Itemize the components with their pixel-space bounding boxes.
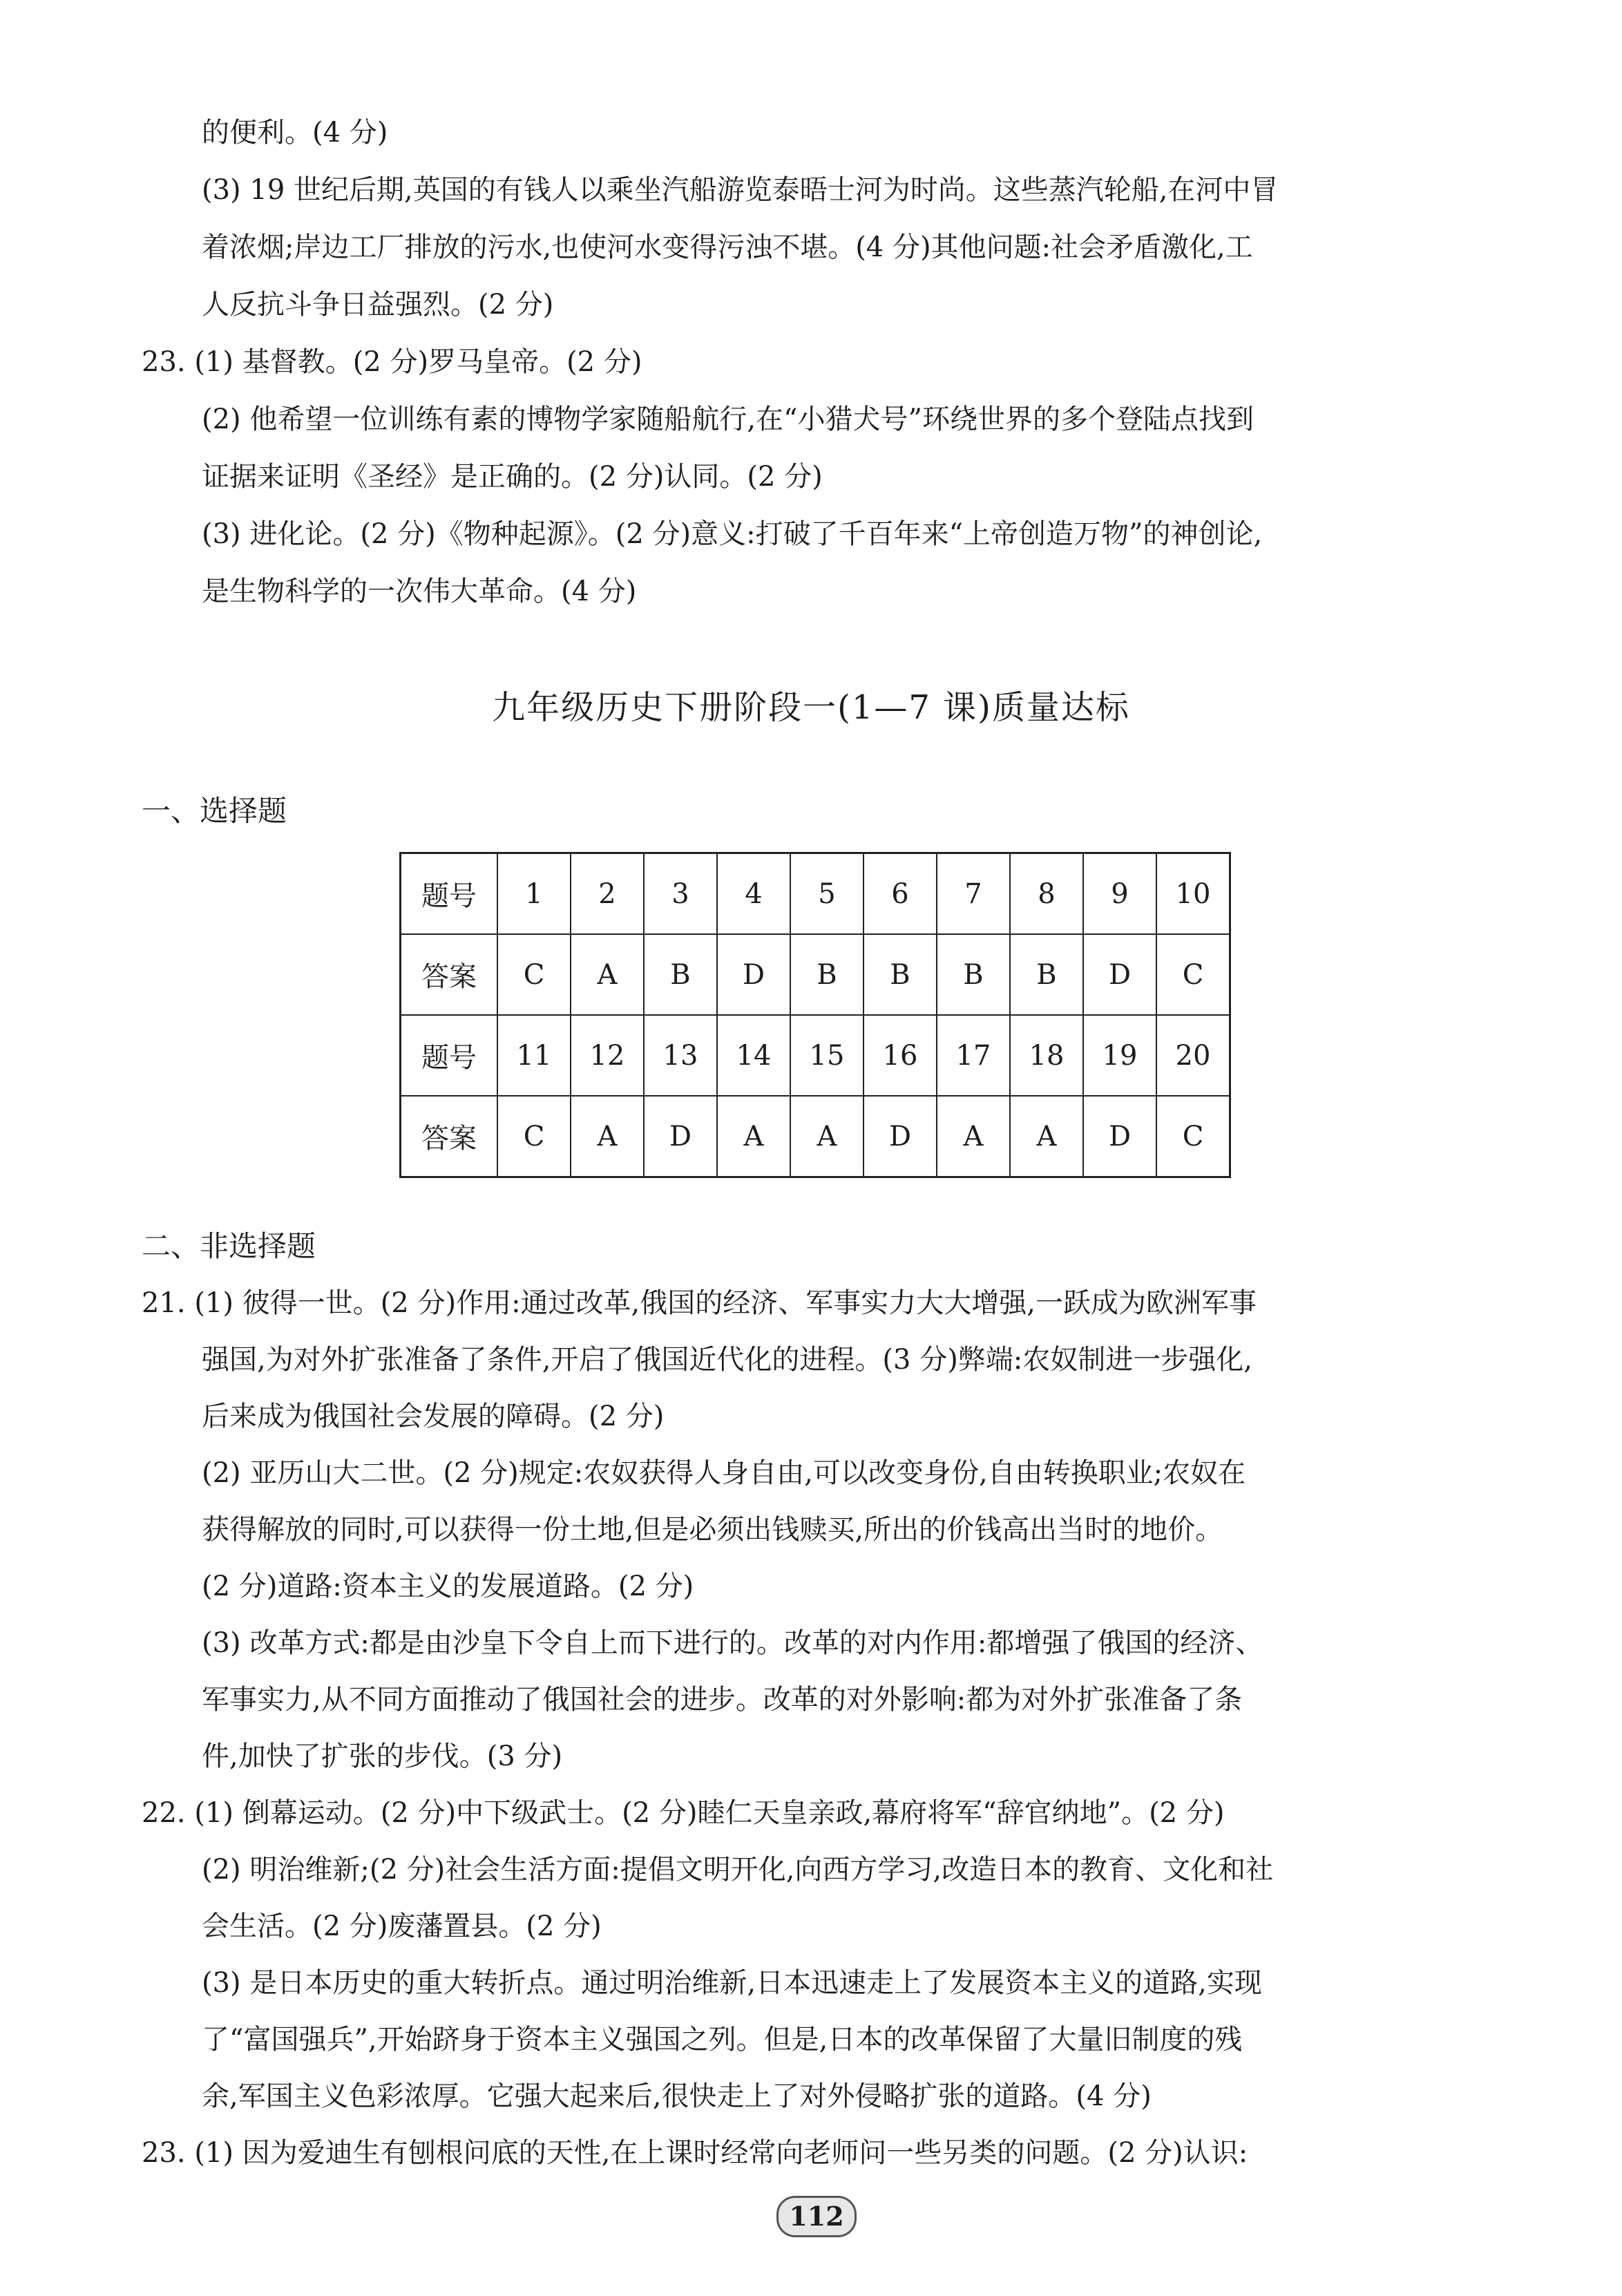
- text-line: (2) 他希望一位训练有素的博物学家随船航行,在“小猎犬号”环绕世界的多个登陆点找到: [202, 404, 1254, 435]
- table-cell: 6: [864, 853, 937, 935]
- page-title: 九年级历史下册阶段一(1—7 课)质量达标: [492, 688, 1130, 727]
- table-cell: 18: [1010, 1015, 1083, 1096]
- table-cell: D: [1083, 1096, 1156, 1177]
- row-header-cell: 答案: [401, 1096, 498, 1177]
- row-header-cell: 题号: [401, 853, 498, 935]
- text-line: (3) 进化论。(2 分)《物种起源》。(2 分)意义:打破了千百年来“上帝创造万物”的神创论,: [202, 518, 1263, 550]
- table-cell: 16: [864, 1015, 937, 1096]
- text-line: 获得解放的同时,可以获得一份土地,但是必须出钱赎买,所出的价钱高出当时的地价。: [202, 1514, 1223, 1546]
- table-row: [401, 1015, 1230, 1096]
- table-row: [401, 853, 1230, 935]
- table-cell: A: [1010, 1096, 1083, 1177]
- table-cell: 20: [1156, 1015, 1230, 1096]
- text-line: 强国,为对外扩张准备了条件,开启了俄国近代化的进程。(3 分)弊端:农奴制进一步强化,: [202, 1344, 1252, 1376]
- table-cell: 11: [497, 1015, 571, 1096]
- table-cell: 17: [937, 1015, 1010, 1096]
- text-line: 21. (1) 彼得一世。(2 分)作用:通过改革,俄国的经济、军事实力大大增强,一跃成为欧洲军事: [142, 1287, 1257, 1319]
- table-cell: D: [644, 1096, 717, 1177]
- table-cell: A: [571, 934, 644, 1015]
- text-line: 了“富国强兵”,开始跻身于资本主义强国之列。但是,日本的改革保留了大量旧制度的残: [202, 2024, 1243, 2056]
- table-cell: C: [497, 934, 571, 1015]
- table-cell: 8: [1010, 853, 1083, 935]
- table-cell: 3: [644, 853, 717, 935]
- table-cell: B: [937, 934, 1010, 1015]
- row-header-cell: 答案: [401, 934, 498, 1015]
- table-row: [401, 1096, 1230, 1177]
- table-cell: D: [1083, 934, 1156, 1015]
- table-cell: B: [864, 934, 937, 1015]
- table-cell: 13: [644, 1015, 717, 1096]
- table-cell: 10: [1156, 853, 1230, 935]
- text-line: 人反抗斗争日益强烈。(2 分): [202, 289, 554, 321]
- table-cell: B: [790, 934, 864, 1015]
- text-line: 23. (1) 基督教。(2 分)罗马皇帝。(2 分): [142, 346, 642, 378]
- table-cell: C: [1156, 1096, 1230, 1177]
- table-cell: 7: [937, 853, 1010, 935]
- section-heading-nonchoice: 二、非选择题: [142, 1229, 316, 1263]
- table-cell: C: [497, 1096, 571, 1177]
- text-line: 着浓烟;岸边工厂排放的污水,也使河水变得污浊不堪。(4 分)其他问题:社会矛盾激化,工: [202, 231, 1253, 263]
- text-line: 22. (1) 倒幕运动。(2 分)中下级武士。(2 分)睦仁天皇亲政,幕府将军“辞官纳地”。(2 分): [142, 1797, 1225, 1829]
- text-line: (3) 19 世纪后期,英国的有钱人以乘坐汽船游览泰晤士河为时尚。这些蒸汽轮船,在河中冒: [202, 174, 1279, 206]
- table-cell: A: [937, 1096, 1010, 1177]
- answer-table: [399, 852, 1231, 1178]
- text-line: 是生物科学的一次伟大革命。(4 分): [202, 576, 637, 607]
- text-line: (3) 改革方式:都是由沙皇下令自上而下进行的。改革的对内作用:都增强了俄国的经济、: [202, 1627, 1263, 1659]
- table-cell: 9: [1083, 853, 1156, 935]
- text-line: (2) 亚历山大二世。(2 分)规定:农奴获得人身自由,可以改变身份,自由转换职业;农奴在: [202, 1457, 1246, 1489]
- table-cell: 12: [571, 1015, 644, 1096]
- text-line: 证据来证明《圣经》是正确的。(2 分)认同。(2 分): [202, 461, 823, 493]
- text-line: 后来成为俄国社会发展的障碍。(2 分): [202, 1401, 665, 1432]
- table-cell: 15: [790, 1015, 864, 1096]
- table-cell: 19: [1083, 1015, 1156, 1096]
- table-cell: 5: [790, 853, 864, 935]
- text-line: 军事实力,从不同方面推动了俄国社会的进步。改革的对外影响:都为对外扩张准备了条: [202, 1684, 1243, 1716]
- table-cell: 2: [571, 853, 644, 935]
- table-cell: 4: [717, 853, 790, 935]
- page-number: 112: [776, 2196, 857, 2237]
- text-line: (2 分)道路:资本主义的发展道路。(2 分): [202, 1571, 694, 1602]
- text-line: 余,军国主义色彩浓厚。它强大起来后,很快走上了对外侵略扩张的道路。(4 分): [202, 2080, 1152, 2112]
- section-heading-choice: 一、选择题: [142, 794, 287, 828]
- text-line: 会生活。(2 分)废藩置县。(2 分): [202, 1910, 602, 1942]
- table-row: [401, 934, 1230, 1015]
- table-cell: A: [717, 1096, 790, 1177]
- table-cell: B: [1010, 934, 1083, 1015]
- table-cell: 1: [497, 853, 571, 935]
- text-line: (2) 明治维新;(2 分)社会生活方面:提倡文明开化,向西方学习,改造日本的教育、文化和社: [202, 1854, 1274, 1886]
- table-cell: B: [644, 934, 717, 1015]
- table-cell: A: [571, 1096, 644, 1177]
- row-header-cell: 题号: [401, 1015, 498, 1096]
- table-cell: D: [864, 1096, 937, 1177]
- text-line: 的便利。(4 分): [202, 117, 388, 149]
- text-line: 23. (1) 因为爱迪生有刨根问底的天性,在上课时经常向老师问一些另类的问题。(2 分)认识:: [142, 2137, 1248, 2169]
- table-cell: C: [1156, 934, 1230, 1015]
- text-line: 件,加快了扩张的步伐。(3 分): [202, 1740, 563, 1772]
- table-cell: 14: [717, 1015, 790, 1096]
- table-cell: A: [790, 1096, 864, 1177]
- text-line: (3) 是日本历史的重大转折点。通过明治维新,日本迅速走上了发展资本主义的道路,实现: [202, 1967, 1262, 1999]
- table-cell: D: [717, 934, 790, 1015]
